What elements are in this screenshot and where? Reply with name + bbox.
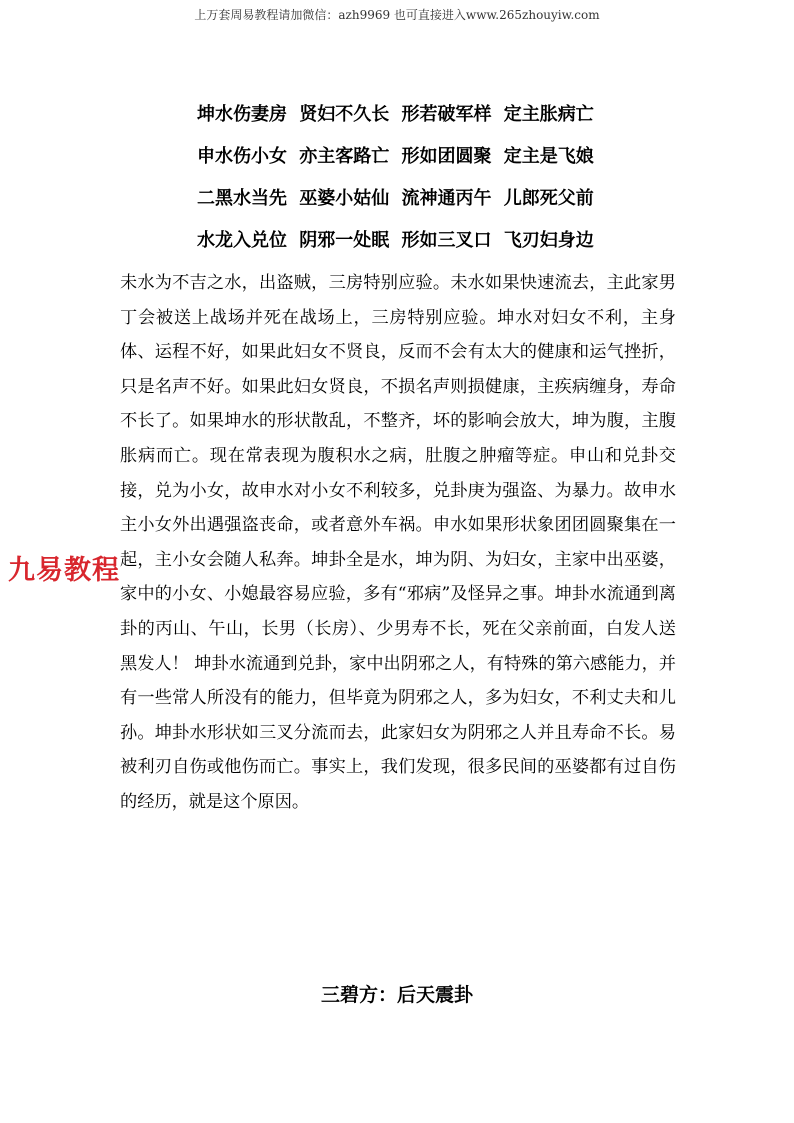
section-heading: 三碧方：后天震卦 xyxy=(320,984,473,1006)
verse-block xyxy=(197,104,677,272)
verse-line: 坤水伤妻房 贤妇不久长 形若破军样 定主胀病亡 xyxy=(197,104,594,125)
watermark-logo: 九易教程 xyxy=(8,555,120,586)
verse-line: 申水伤小女 亦主客路亡 形如团圆聚 定主是飞娘 xyxy=(197,146,594,167)
body-paragraph: 未水为不吉之水，出盗贼，三房特别应验。未水如果快速流去，主此家男丁会被送上战场并死在战场上，三房特别应验。坤水对妇女不利，主身体、运程不好，如果此妇女不贤良，反而不会有太大的健康和运气挫折，只是名声不好。如果此妇女贤良，不损名声则损健康，主疾病缠身，寿命不长了。如果坤水的形状散乱，不整齐，坏的影响会放大，坤为腹，主腹胀病而亡。现在常表现为腹积水之病，肚腹之肿瘤等症。申山和兑卦交接，兑为小女，故申水对小女不利较多，兑卦庚为强盗、为暴力。故申水主小女外出遇强盗丧命，或者意外车祸。申水如果形状象团团圆聚集在一起，主小女会随人私奔。坤卦全是水，坤为阴、为妇女，主家中出巫婆，家中的小女、小媳最容易应验，多有“邪病”及怪异之事。坤卦水流通到离卦的丙山、午山，长男（长房）、少男寿不长，死在父亲前面，白发人送黑发人！ 坤卦水流通到兑卦，家中出阴邪之人，有特殊的第六感能力，并有一些常人所没有的能力，但毕竟为阴邪之人，多为妇女，不利丈夫和儿孙。坤卦水形状如三叉分流而去，此家妇女为阴邪之人并且寿命不长。易被利刃自伤或他伤而亡。事实上，我们发现，很多民间的巫婆都有过自伤的经历，就是这个原因。 xyxy=(120,273,676,812)
verse-line: 二黑水当先 巫婆小姑仙 流神通丙午 儿郎死父前 xyxy=(197,188,594,209)
page-header: 上万套周易教程请加微信：azh9969 也可直接进入www.265zhouyiw.com xyxy=(194,8,600,22)
verse-line: 水龙入兑位 阴邪一处眠 形如三叉口 飞刃妇身边 xyxy=(197,230,594,251)
